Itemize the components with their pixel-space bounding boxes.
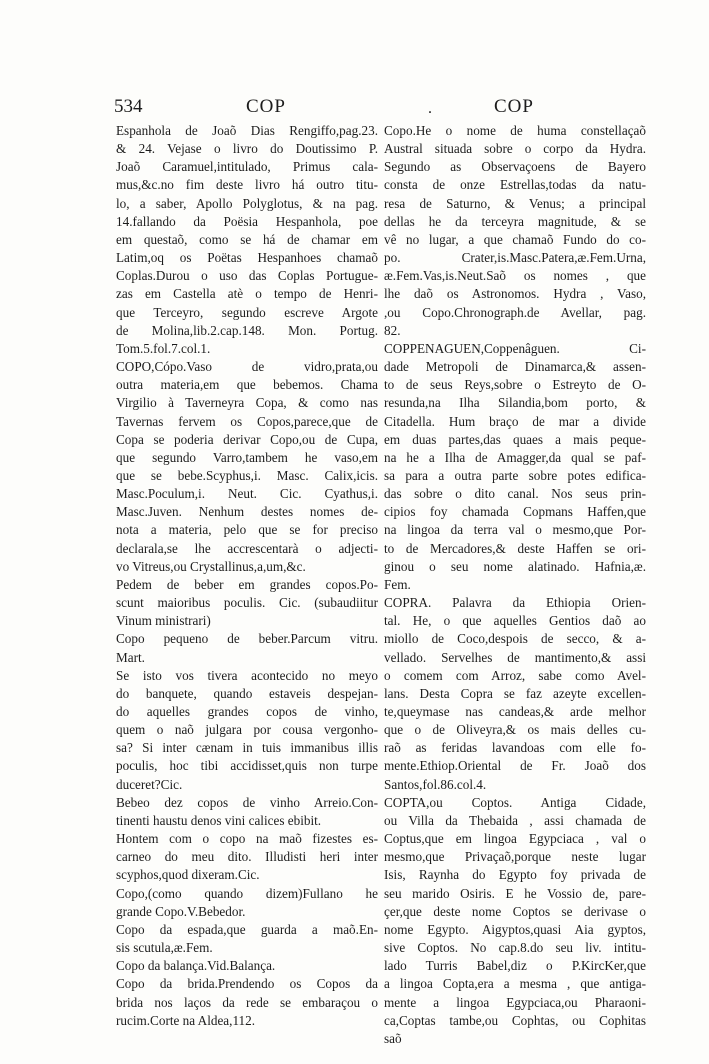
text-line: declarala,se lhe accrescentarà o adjecti- bbox=[116, 540, 378, 556]
text-line: ,ou Copo.Chronograph.de Avellar, pag. bbox=[384, 304, 646, 320]
text-line: a lingoa Copta,era a mesma , que antiga- bbox=[384, 976, 646, 992]
text-line: vo Vitreus,ou Crystallinus,a,um,&c. bbox=[116, 558, 306, 574]
text-line: Latim,oq os Poëtas Hespanhoes chamaõ bbox=[116, 250, 378, 266]
left-column bbox=[116, 122, 378, 1030]
text-line: lans. Desta Copra se faz azeyte excellen- bbox=[384, 685, 646, 701]
text-line: ou Villa da Thebaida , assi chamada de bbox=[384, 812, 646, 828]
running-head-left: COP bbox=[246, 96, 286, 117]
text-line: nota a materia, pelo que se for preciso bbox=[116, 522, 378, 538]
header-dot: . bbox=[428, 100, 432, 117]
running-head-right: COP bbox=[494, 96, 534, 117]
text-line: de Molina,lib.2.cap.148. Mon. Portug. bbox=[116, 322, 378, 338]
text-line: lo, a saber, Apollo Polyglotus, & na pag. bbox=[116, 195, 378, 211]
text-line: vê no lugar, a que chamaõ Fundo do co- bbox=[384, 231, 646, 247]
text-line: rucim.Corte na Aldea,112. bbox=[116, 1012, 256, 1028]
text-line: 14.fallando da Poësia Hespanhola, poe bbox=[116, 213, 378, 229]
text-line: saõ bbox=[384, 1030, 402, 1046]
text-line: que Terceyro, segundo escreve Argote bbox=[116, 304, 378, 320]
text-line: raõ as feridas lavandoas com elle fo- bbox=[384, 740, 646, 756]
text-line: Citadella. Hum braço de mar a divide bbox=[384, 413, 646, 429]
text-line: COPPENAGUEN,Coppenâguen. Ci- bbox=[384, 340, 646, 356]
text-line: mente a lingoa Egypciaca,ou Pharaoni- bbox=[384, 994, 646, 1010]
text-line: 82. bbox=[384, 322, 401, 338]
text-line: Masc.Poculum,i. Neut. Cic. Cyathus,i. bbox=[116, 486, 378, 502]
text-line: nome Egypto. Aigyptos,quasi Aia gyptos, bbox=[384, 921, 646, 937]
text-line: Se isto vos tivera acontecido no meyo bbox=[116, 667, 378, 683]
text-line: Copo da espada,que guarda a maõ.En- bbox=[116, 921, 378, 937]
text-line: Vinum ministrari) bbox=[116, 613, 211, 629]
text-line: resunda,na Ilha Silandia,bom porto, & bbox=[384, 395, 646, 411]
text-line: Copo pequeno de beber.Parcum vitru. bbox=[116, 631, 378, 647]
text-line: Masc.Juven. Nenhum destes nomes de- bbox=[116, 504, 378, 520]
text-line: cipios foy chamada Copmans Haffen,que bbox=[384, 504, 646, 520]
text-line: grande Copo.V.Bebedor. bbox=[116, 903, 246, 919]
text-line: Bebeo dez copos de vinho Arreio.Con- bbox=[116, 794, 378, 810]
text-line: scunt maioribus poculis. Cic. (subaudiitur bbox=[116, 595, 378, 611]
text-line: vellado. Servelhes de mantimento,& assi bbox=[384, 649, 646, 665]
text-line: mus,&c.no fim deste livro há outro titu- bbox=[116, 177, 378, 193]
text-line: æ.Fem.Vas,is.Neut.Saõ os nomes , que bbox=[384, 268, 646, 284]
text-line: po. Crater,is.Masc.Patera,æ.Fem.Urna, bbox=[384, 250, 646, 266]
text-line: Copa se poderia derivar Copo,ou de Cupa, bbox=[116, 431, 378, 447]
text-line: consta de onze Estrellas,todas da natu- bbox=[384, 177, 646, 193]
text-line: Joaõ Caramuel,intitulado, Primus cala- bbox=[116, 159, 378, 175]
text-line: duceret?Cic. bbox=[116, 776, 183, 792]
text-line: Espanhola de Joaõ Dias Rengiffo,pag.23. bbox=[116, 123, 378, 138]
text-line: Virgilio à Taverneyra Copa, & como nas bbox=[116, 395, 378, 411]
text-line: poculis, hoc tibi accidisset,quis non turpe bbox=[116, 758, 378, 774]
text-line: to de seus Reys,sobre o Estreyto de O- bbox=[384, 377, 646, 393]
text-line: ca,Coptas tambe,ou Cophtas, ou Cophitas bbox=[384, 1012, 646, 1028]
text-line: na he a Ilha de Amagger,da qual se paf- bbox=[384, 449, 646, 465]
text-line: te,queymase nas candeas,& arde melhor bbox=[384, 704, 646, 719]
text-line: Copo,(como quando dizem)Fullano he bbox=[116, 885, 378, 901]
text-line: carneo do meu dito. Illudisti heri inter bbox=[116, 849, 378, 865]
text-line: Santos,fol.86.col.4. bbox=[384, 776, 487, 792]
text-line: na lingoa da terra val o mesmo,que Por- bbox=[384, 522, 646, 538]
text-line: Copo da brida.Prendendo os Copos da bbox=[116, 976, 378, 992]
text-line: ginou o seu nome alatinado. Hafnia,æ. bbox=[384, 558, 646, 574]
text-line: tal. He, o que aquelles Gentios daõ ao bbox=[384, 613, 646, 629]
text-line: em duas partes,das quaes a mais peque- bbox=[384, 431, 646, 447]
text-line: COPO,Cópo.Vaso de vidro,prata,ou bbox=[116, 359, 378, 375]
text-line: Isis, Raynha do Egypto foy privada de bbox=[384, 867, 646, 883]
text-line: das sobre o dito canal. Nos seus prin- bbox=[384, 486, 646, 502]
text-line: sa para a outra parte sobre potes edifica- bbox=[384, 467, 646, 483]
text-line: Tom.5.fol.7.col.1. bbox=[116, 340, 211, 356]
text-line: sa? Si inter cænam in tuis immanibus illis bbox=[116, 740, 378, 756]
text-line: dade Metropoli de Dinamarca,& assen- bbox=[384, 359, 646, 375]
page-number: 534 bbox=[114, 96, 143, 117]
text-line: Fem. bbox=[384, 576, 411, 592]
text-line: outra materia,em que bebemos. Chama bbox=[116, 377, 378, 393]
text-line: sis scutula,æ.Fem. bbox=[116, 940, 213, 956]
text-line: Pedem de beber em grandes copos.Po- bbox=[116, 576, 378, 592]
text-line: & 24. Vejase o livro do Doutissimo P. bbox=[116, 141, 378, 157]
text-line: mente.Ethiop.Oriental de Fr. Joaõ dos bbox=[384, 758, 646, 774]
text-line: lado Turris Babel,diz o P.KircKer,que bbox=[384, 958, 646, 974]
text-line: scyphos,quod dixeram.Cic. bbox=[116, 867, 260, 883]
text-line: Tavernas fervem os Copos,parece,que de bbox=[116, 413, 378, 429]
text-line: Copo.He o nome de huma constellaçaõ bbox=[384, 123, 646, 138]
text-line: do banquete, quando estaveis despejan- bbox=[116, 685, 378, 701]
text-line: COPRA. Palavra da Ethiopia Orien- bbox=[384, 595, 646, 611]
text-line: que se bebe.Scyphus,i. Masc. Calix,icis. bbox=[116, 467, 378, 483]
text-line: dellas he da terceyra magnitude, & se bbox=[384, 213, 646, 229]
text-line: o comem com Arroz, sabe como Avel- bbox=[384, 667, 646, 683]
text-line: do aquelles grandes copos de vinho, bbox=[116, 704, 378, 719]
text-line: Segundo as Observaçoens de Bayero bbox=[384, 159, 646, 175]
text-line: zas em Castella atè o tempo de Henri- bbox=[116, 286, 378, 302]
text-line: em questaõ, como se há de chamar em bbox=[116, 231, 378, 247]
text-line: que segundo Varro,tambem he vaso,em bbox=[116, 449, 378, 465]
text-line: COPTA,ou Coptos. Antiga Cidade, bbox=[384, 794, 646, 810]
text-line: to de Mercadores,& deste Haffen se ori- bbox=[384, 540, 646, 556]
text-line: quem o naõ julgara por cousa vergonho- bbox=[116, 722, 378, 738]
right-column bbox=[384, 122, 646, 1048]
text-line: Hontem com o copo na maõ fizestes es- bbox=[116, 831, 378, 847]
text-line: mesmo,que Privaçaõ,porque neste lugar bbox=[384, 849, 646, 865]
text-line: brida nos laços da rede se embaraçou o bbox=[116, 994, 378, 1010]
text-line: sive Coptos. No cap.8.do seu liv. intitu- bbox=[384, 940, 646, 956]
text-line: lhe daõ os Astronomos. Hydra , Vaso, bbox=[384, 286, 646, 302]
text-line: çer,que deste nome Coptos se derivase o bbox=[384, 903, 646, 919]
text-line: resa de Saturno, & Venus; a principal bbox=[384, 195, 646, 211]
text-line: Mart. bbox=[116, 649, 145, 665]
text-line: miollo de Coco,despois de secco, & a- bbox=[384, 631, 646, 647]
text-line: Austral situada sobre o corpo da Hydra. bbox=[384, 141, 646, 157]
text-line: tinenti haustu denos vini calices ebibit. bbox=[116, 812, 322, 828]
text-line: Coptus,que em lingoa Egypciaca , val o bbox=[384, 831, 646, 847]
text-line: Copo da balança.Vid.Balança. bbox=[116, 958, 276, 974]
text-line: Coplas.Durou o uso das Coplas Portugue- bbox=[116, 268, 378, 284]
text-line: seu marido Osiris. E he Vossio de, pare- bbox=[384, 885, 646, 901]
text-line: que o de Oliveyra,& os mais delles cu- bbox=[384, 722, 646, 738]
